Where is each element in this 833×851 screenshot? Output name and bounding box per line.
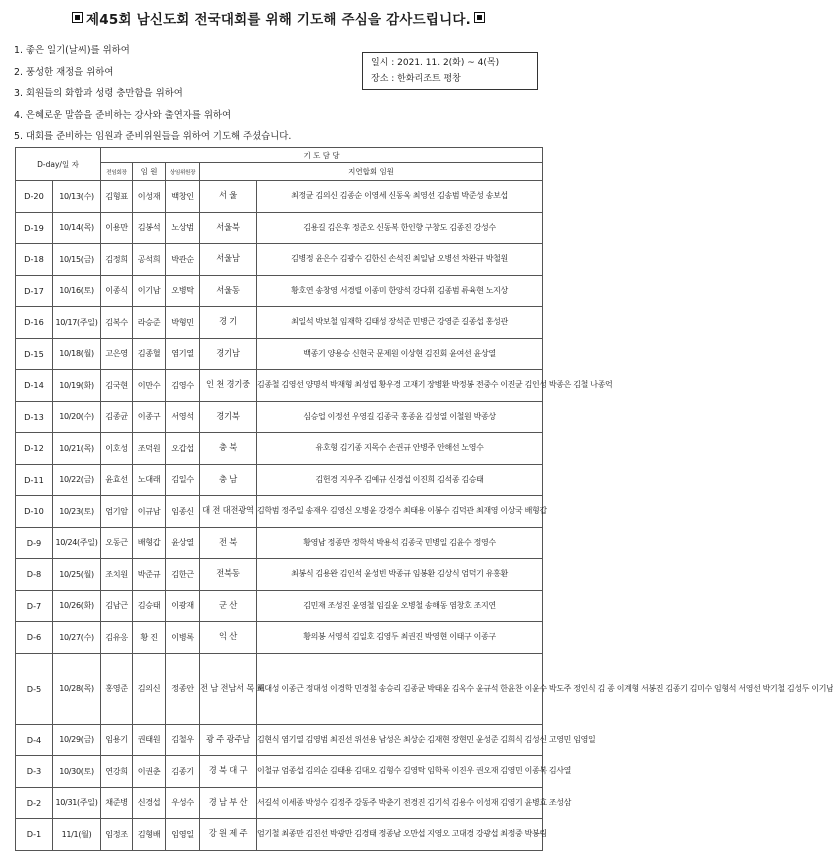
former-president-cell: 이호성 — [101, 433, 133, 465]
former-president-cell: 임정조 — [101, 819, 133, 851]
former-president-cell: 김복수 — [101, 307, 133, 339]
officer-cell: 김승태 — [133, 590, 166, 622]
date-cell: 10/29(금) — [53, 724, 101, 756]
committee-chair-cell: 김일수 — [166, 464, 200, 496]
table-row — [16, 464, 543, 496]
date-cell: 10/19(화) — [53, 370, 101, 402]
region-cell: 경기남 — [200, 338, 257, 370]
members-cell: 황의봉 서영석 김일호 김영두 최권진 박영현 이태구 이종구 — [257, 622, 543, 654]
officer-cell: 이기남 — [133, 275, 166, 307]
former-president-cell: 채준병 — [101, 787, 133, 819]
officer-cell: 김봉석 — [133, 212, 166, 244]
former-president-cell: 이용만 — [101, 212, 133, 244]
table-row — [16, 653, 543, 724]
members-cell: 엄기철 최종만 김진선 박광만 김경태 정종남 오만섭 지영오 고대경 강광섭 최정중 박봉림 — [257, 819, 543, 851]
members-cell: 최정균 김의신 김종순 이영세 신동욱 최영선 김송범 박준성 송보섭 — [257, 181, 543, 213]
members-cell: 김헌경 지우주 김예규 신경섭 이진희 김석종 김승태 — [257, 464, 543, 496]
committee-chair-cell: 염기열 — [166, 338, 200, 370]
region-cell: 익 산 — [200, 622, 257, 654]
officer-cell: 이규남 — [133, 496, 166, 528]
members-cell: 김병정 윤은수 김광수 김한신 손석진 최일남 오병선 차완규 박철원 — [257, 244, 543, 276]
table-row — [16, 338, 543, 370]
officer-cell: 김종혈 — [133, 338, 166, 370]
committee-chair-cell: 박형민 — [166, 307, 200, 339]
date-cell: 10/13(수) — [53, 181, 101, 213]
dday-cell: D-5 — [16, 653, 53, 724]
officer-cell: 권태원 — [133, 724, 166, 756]
officer-cell: 이성재 — [133, 181, 166, 213]
date-cell: 10/14(목) — [53, 212, 101, 244]
committee-chair-cell: 김종기 — [166, 756, 200, 788]
table-row — [16, 212, 543, 244]
region-cell: 전 북 — [200, 527, 257, 559]
date-cell: 10/16(토) — [53, 275, 101, 307]
region-cell: 경기북 — [200, 401, 257, 433]
prayer-schedule-table — [15, 147, 833, 851]
region-cell: 경 북 대 구 — [200, 756, 257, 788]
committee-chair-cell: 임영일 — [166, 819, 200, 851]
region-cell: 군 산 — [200, 590, 257, 622]
table-row — [16, 787, 543, 819]
members-cell: 김학범 정주일 송재우 김영신 오병윤 강경수 최태용 이봉수 김덕관 최재영 이상국 배형갑 — [257, 496, 543, 528]
region-cell: 인 천 경기중 — [200, 370, 257, 402]
members-cell: 황호연 송창영 서경렬 이종미 한양석 강다휘 김종범 류육현 노지상 — [257, 275, 543, 307]
table-row — [16, 370, 543, 402]
table-row — [16, 307, 543, 339]
committee-chair-cell: 박관순 — [166, 244, 200, 276]
dday-cell: D-6 — [16, 622, 53, 654]
region-cell: 서울동 — [200, 275, 257, 307]
date-cell: 10/23(토) — [53, 496, 101, 528]
former-president-cell: 홍영준 — [101, 653, 133, 724]
dday-cell: D-1 — [16, 819, 53, 851]
dday-cell: D-2 — [16, 787, 53, 819]
dday-cell: D-3 — [16, 756, 53, 788]
committee-chair-cell: 임종신 — [166, 496, 200, 528]
square-bullet-icon — [72, 12, 83, 23]
date-cell: 10/26(화) — [53, 590, 101, 622]
purpose-item: 1. 좋은 일기(날씨)를 위하여 — [14, 45, 130, 56]
former-president-cell: 고은영 — [101, 338, 133, 370]
former-president-cell: 임용기 — [101, 724, 133, 756]
dday-cell: D-15 — [16, 338, 53, 370]
table-row — [16, 275, 543, 307]
officer-cell: 이만수 — [133, 370, 166, 402]
table-row — [16, 724, 543, 756]
table-row — [16, 756, 543, 788]
region-cell: 충 북 — [200, 433, 257, 465]
region-cell: 경 남 부 산 — [200, 787, 257, 819]
members-cell: 김현식 염기열 김영범 최진선 위선용 남성은 최상순 김재현 장현민 윤성준 김희식 김성신 고영민 임영일 — [257, 724, 543, 756]
table-row — [16, 590, 543, 622]
members-cell: 서길석 이세종 박성수 김정주 강동주 박춘기 전경진 김기석 김용수 이성재 김영기 윤병효 조성삼 — [257, 787, 543, 819]
officer-cell: 신경섭 — [133, 787, 166, 819]
dday-cell: D-13 — [16, 401, 53, 433]
table-row — [16, 819, 543, 851]
header-dday: D-day/일 자 — [16, 148, 101, 181]
event-place: 장소 : 한화리조트 평창 — [371, 73, 461, 84]
officer-cell: 황 진 — [133, 622, 166, 654]
officer-cell: 배형갑 — [133, 527, 166, 559]
former-president-cell: 조치원 — [101, 559, 133, 591]
date-cell: 10/17(주일) — [53, 307, 101, 339]
committee-chair-cell: 오병탁 — [166, 275, 200, 307]
members-cell: 배대성 이종근 정대성 이경학 민경철 송승리 김종균 박태윤 김옥수 윤규석 한윤찬 이윤수 박도주 정인식 김 종 이계형 서봉진 김종기 김미수 임형석 서영선 박기철 김성두 이기남 — [257, 653, 543, 724]
region-cell: 전북동 — [200, 559, 257, 591]
dday-cell: D-8 — [16, 559, 53, 591]
prayer-purpose-list — [14, 40, 291, 148]
officer-cell: 이종구 — [133, 401, 166, 433]
officer-cell: 노대래 — [133, 464, 166, 496]
former-president-cell: 김남근 — [101, 590, 133, 622]
committee-chair-cell: 윤상열 — [166, 527, 200, 559]
date-cell: 11/1(월) — [53, 819, 101, 851]
region-cell: 강 원 제 주 — [200, 819, 257, 851]
dday-cell: D-16 — [16, 307, 53, 339]
date-cell: 10/15(금) — [53, 244, 101, 276]
officer-cell: 조덕원 — [133, 433, 166, 465]
former-president-cell: 김종균 — [101, 401, 133, 433]
date-cell: 10/18(월) — [53, 338, 101, 370]
purpose-item: 3. 회원들의 화합과 성령 충만함을 위하여 — [14, 88, 183, 99]
dday-cell: D-4 — [16, 724, 53, 756]
former-president-cell: 오동근 — [101, 527, 133, 559]
members-cell: 최봉식 김용완 김인석 윤성빈 박종규 임봉환 김상식 엄덕기 유홍환 — [257, 559, 543, 591]
table-row — [16, 496, 543, 528]
date-cell: 10/22(금) — [53, 464, 101, 496]
region-cell: 광 주 광주남 — [200, 724, 257, 756]
purpose-item: 2. 풍성한 재정을 위하여 — [14, 66, 114, 78]
committee-chair-cell: 김철우 — [166, 724, 200, 756]
event-info-box — [362, 52, 538, 90]
committee-chair-cell: 김한근 — [166, 559, 200, 591]
members-cell: 심승업 이정선 우영길 김종국 홍종윤 김성열 이철원 박종상 — [257, 401, 543, 433]
date-cell: 10/30(토) — [53, 756, 101, 788]
date-cell: 10/21(목) — [53, 433, 101, 465]
dday-cell: D-18 — [16, 244, 53, 276]
members-cell: 이철규 엄종섭 김의순 김태용 김대오 김형수 김영탁 임학록 이진우 권오재 김영민 이종복 김사열 — [257, 756, 543, 788]
square-bullet-icon — [474, 12, 485, 23]
dday-cell: D-12 — [16, 433, 53, 465]
header-prayer: 기 도 담 당 — [101, 148, 543, 163]
dday-cell: D-10 — [16, 496, 53, 528]
committee-chair-cell: 김영수 — [166, 370, 200, 402]
committee-chair-cell: 노상범 — [166, 212, 200, 244]
dday-cell: D-11 — [16, 464, 53, 496]
region-cell: 서 울 — [200, 181, 257, 213]
former-president-cell: 김정희 — [101, 244, 133, 276]
date-cell: 10/27(수) — [53, 622, 101, 654]
date-cell: 10/31(주일) — [53, 787, 101, 819]
table-row — [16, 527, 543, 559]
officer-cell: 공석희 — [133, 244, 166, 276]
table-row — [16, 181, 543, 213]
members-cell: 백종기 양용승 신현국 문제원 이상현 김진회 윤여선 윤상열 — [257, 338, 543, 370]
officer-cell: 이권춘 — [133, 756, 166, 788]
committee-chair-cell: 서영석 — [166, 401, 200, 433]
date-cell: 10/24(주일) — [53, 527, 101, 559]
title-text: 제45회 남신도회 전국대회를 위해 기도해 주심을 감사드립니다. — [86, 12, 471, 28]
dday-cell: D-7 — [16, 590, 53, 622]
members-cell: 황영남 정종만 정학석 박용석 김종국 민병일 김윤수 정영수 — [257, 527, 543, 559]
committee-chair-cell: 백창인 — [166, 181, 200, 213]
officer-cell: 라승준 — [133, 307, 166, 339]
date-cell: 10/28(목) — [53, 653, 101, 724]
region-cell: 전 남 전남서 목 포 — [200, 653, 257, 724]
officer-cell: 박준규 — [133, 559, 166, 591]
region-cell: 경 기 — [200, 307, 257, 339]
region-cell: 서울남 — [200, 244, 257, 276]
dday-cell: D-19 — [16, 212, 53, 244]
committee-chair-cell: 이병록 — [166, 622, 200, 654]
date-cell: 10/25(월) — [53, 559, 101, 591]
region-cell: 대 전 대전광역 — [200, 496, 257, 528]
former-president-cell: 김형표 — [101, 181, 133, 213]
members-cell: 김민재 조성진 윤영철 임길윤 오병철 송해동 염창호 조지연 — [257, 590, 543, 622]
members-cell: 김용길 김은후 정준오 신동복 한인향 구창도 김종진 강성수 — [257, 212, 543, 244]
dday-cell: D-20 — [16, 181, 53, 213]
former-president-cell: 이종식 — [101, 275, 133, 307]
committee-chair-cell: 이광재 — [166, 590, 200, 622]
date-cell: 10/20(수) — [53, 401, 101, 433]
members-cell: 최일석 박보철 임재학 김태성 장석준 민병근 강영준 길종섭 홍성관 — [257, 307, 543, 339]
former-president-cell: 김국현 — [101, 370, 133, 402]
dday-cell: D-17 — [16, 275, 53, 307]
dday-cell: D-14 — [16, 370, 53, 402]
purpose-item: 5. 대회를 준비하는 임원과 준비위원들을 위하여 기도해 주셨습니다. — [14, 131, 292, 142]
table-row — [16, 401, 543, 433]
committee-chair-cell: 우성수 — [166, 787, 200, 819]
dday-cell: D-9 — [16, 527, 53, 559]
table-row — [16, 622, 543, 654]
event-date: 일시 : 2021. 11. 2(화) ~ 4(목) — [371, 58, 500, 68]
members-cell: 유호형 김기종 지목수 손권규 안병주 안해선 노영수 — [257, 433, 543, 465]
former-president-cell: 엄기암 — [101, 496, 133, 528]
purpose-item: 4. 은혜로운 말씀을 준비하는 강사와 출연자를 위하여 — [14, 109, 232, 121]
table-row — [16, 244, 543, 276]
committee-chair-cell: 오갑섭 — [166, 433, 200, 465]
members-cell: 김종철 김영선 양명석 박재형 최성엽 황우경 고재기 장병환 박정봉 전중수 이진균 김인성 박종은 김철 나종억 — [257, 370, 543, 402]
page-title — [0, 8, 557, 28]
header-officer: 임 원 — [133, 163, 166, 181]
officer-cell: 김형배 — [133, 819, 166, 851]
table-row — [16, 433, 543, 465]
header-regional-officers: 지연합회 임원 — [200, 163, 543, 181]
former-president-cell: 김유응 — [101, 622, 133, 654]
region-cell: 서울북 — [200, 212, 257, 244]
committee-chair-cell: 정종안 — [166, 653, 200, 724]
table-row — [16, 559, 543, 591]
former-president-cell: 연강희 — [101, 756, 133, 788]
header-former-president: 전임회장 — [101, 163, 133, 181]
former-president-cell: 윤효선 — [101, 464, 133, 496]
header-committee-chair: 상임위원장 — [166, 163, 200, 181]
officer-cell: 김의신 — [133, 653, 166, 724]
region-cell: 충 남 — [200, 464, 257, 496]
